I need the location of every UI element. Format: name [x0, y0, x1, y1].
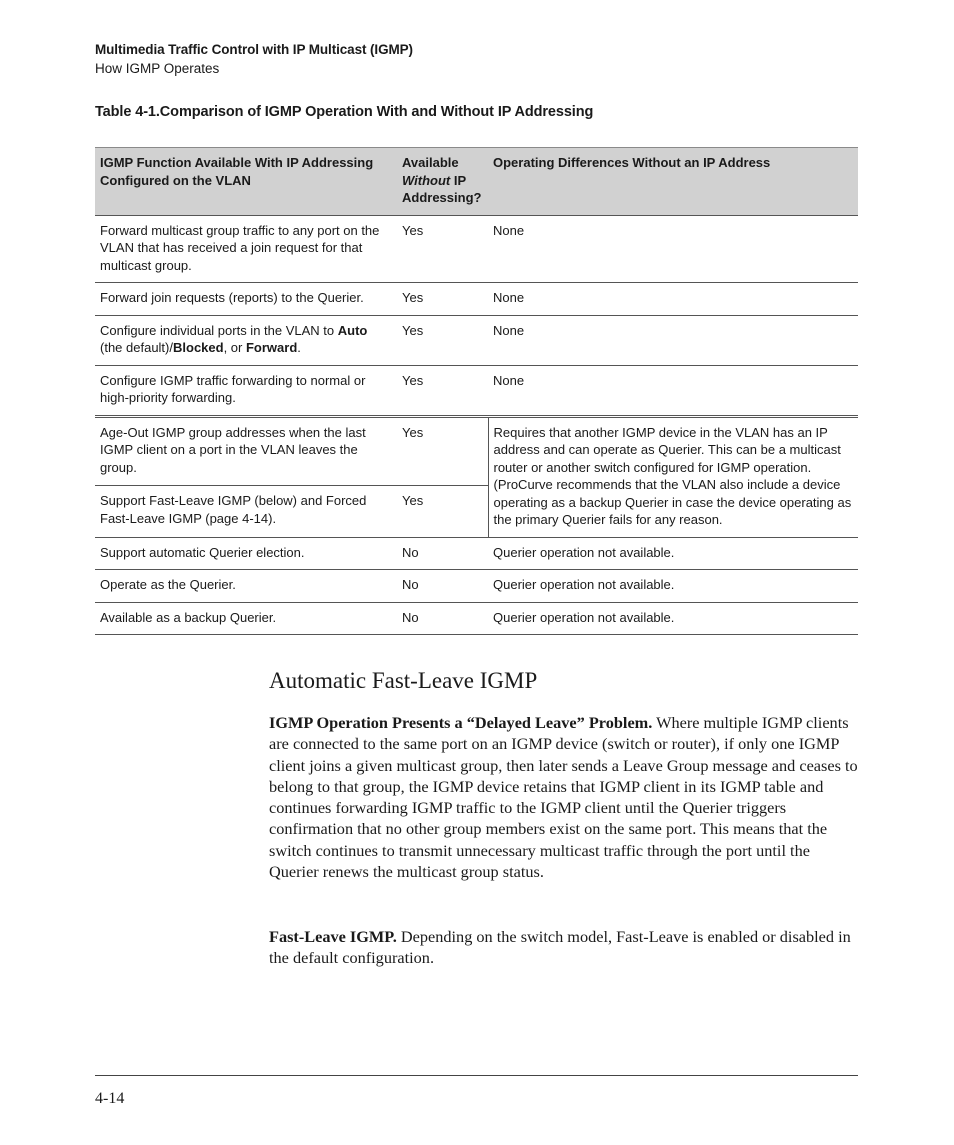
cell-difference: None [488, 365, 858, 416]
cell-available: No [397, 537, 488, 570]
cell-difference: Querier operation not available. [488, 602, 858, 635]
cell-function: Forward join requests (reports) to the Querier. [95, 283, 397, 316]
cell-difference: Querier operation not available. [488, 570, 858, 603]
paragraph-body: Where multiple IGMP clients are connected to the same port on an IGMP device (switch or router), if only one IGMP client joins a given multicast group, then later sends a Leave Group message and ceases to belong to that group, the IGMP device retains that IGMP client in its IGMP table and continues forwarding IGMP traffic to the IGMP client until the Querier triggers confirmation that no other group members exist on the same port. This means that the switch continues to transmit unnecessary multicast traffic through the port until the Querier renews the multicast group status. [269, 713, 858, 882]
function-text: Configure individual ports in the VLAN to [100, 322, 338, 338]
page-number: 4-14 [95, 1090, 125, 1107]
igmp-comparison-table [95, 147, 858, 635]
cell-function: Available as a backup Querier. [95, 602, 397, 635]
cell-available: No [397, 602, 488, 635]
header-available-post: IP Addressing? [402, 172, 482, 205]
cell-function: Support Fast-Leave IGMP (below) and Forced Fast-Leave IGMP (page 4-14). [95, 486, 397, 537]
table-row [95, 215, 858, 283]
cell-available: No [397, 570, 488, 603]
header-available-italic: Without [402, 172, 451, 188]
cell-available: Yes [397, 416, 488, 486]
cell-function [95, 315, 397, 365]
delayed-leave-paragraph [269, 712, 861, 882]
header-available-without-ip [397, 148, 488, 216]
paragraph-lead-in: Fast-Leave IGMP. [269, 927, 397, 946]
table-row [95, 537, 858, 570]
header-igmp-function: IGMP Function Available With IP Addressing Configured on the VLAN [95, 148, 397, 216]
option-blocked: Blocked [173, 340, 224, 355]
cell-function: Age-Out IGMP group addresses when the last IGMP client on a port in the VLAN leaves the group. [95, 416, 397, 486]
cell-function: Forward multicast group traffic to any port on the VLAN that has received a join request for that multicast group. [95, 215, 397, 283]
option-forward: Forward [245, 340, 298, 355]
chapter-title: Multimedia Traffic Control with IP Multicast (IGMP) [95, 42, 413, 57]
section-heading: Automatic Fast-Leave IGMP [269, 668, 538, 693]
function-text: (the default)/ [100, 340, 173, 355]
section-title: How IGMP Operates [95, 61, 220, 76]
cell-difference: None [488, 215, 858, 283]
paragraph-body: Depending on the switch model, Fast-Leave is enabled or disabled in the default configuration. [269, 927, 851, 968]
cell-difference: Querier operation not available. [488, 537, 858, 570]
cell-available: Yes [397, 365, 488, 416]
option-auto: Auto [337, 322, 368, 338]
cell-difference: None [488, 283, 858, 316]
function-text: . [297, 340, 301, 355]
cell-difference: None [488, 315, 858, 365]
table-caption: Table 4-1.Comparison of IGMP Operation With and Without IP Addressing [95, 104, 594, 120]
cell-available: Yes [397, 486, 488, 537]
table-row [95, 602, 858, 635]
cell-available: Yes [397, 215, 488, 283]
cell-function: Operate as the Querier. [95, 570, 397, 603]
table-header-row [95, 148, 858, 216]
cell-difference-merged: Requires that another IGMP device in the VLAN has an IP address and can operate as Querier. This can be a multicast router or another switch configured for IGMP operation. (ProCurve recommends that the VLAN also include a device operating as a backup Querier in case the device operating as the primary Querier fails for any reason. [488, 416, 858, 537]
running-header [95, 40, 413, 78]
cell-function: Configure IGMP traffic forwarding to normal or high-priority forwarding. [95, 365, 397, 416]
paragraph-lead-in: IGMP Operation Presents a “Delayed Leave” Problem. [269, 713, 653, 732]
footer-divider [95, 1075, 858, 1076]
header-available-pre: Available [402, 155, 459, 170]
table-row [95, 416, 858, 486]
cell-function: Support automatic Querier election. [95, 537, 397, 570]
table-row [95, 315, 858, 365]
cell-available: Yes [397, 315, 488, 365]
header-operating-differences: Operating Differences Without an IP Address [488, 148, 858, 216]
table-row [95, 365, 858, 416]
table-row [95, 570, 858, 603]
fast-leave-paragraph [269, 926, 861, 969]
table-row [95, 283, 858, 316]
function-text: , or [223, 340, 246, 355]
cell-available: Yes [397, 283, 488, 316]
